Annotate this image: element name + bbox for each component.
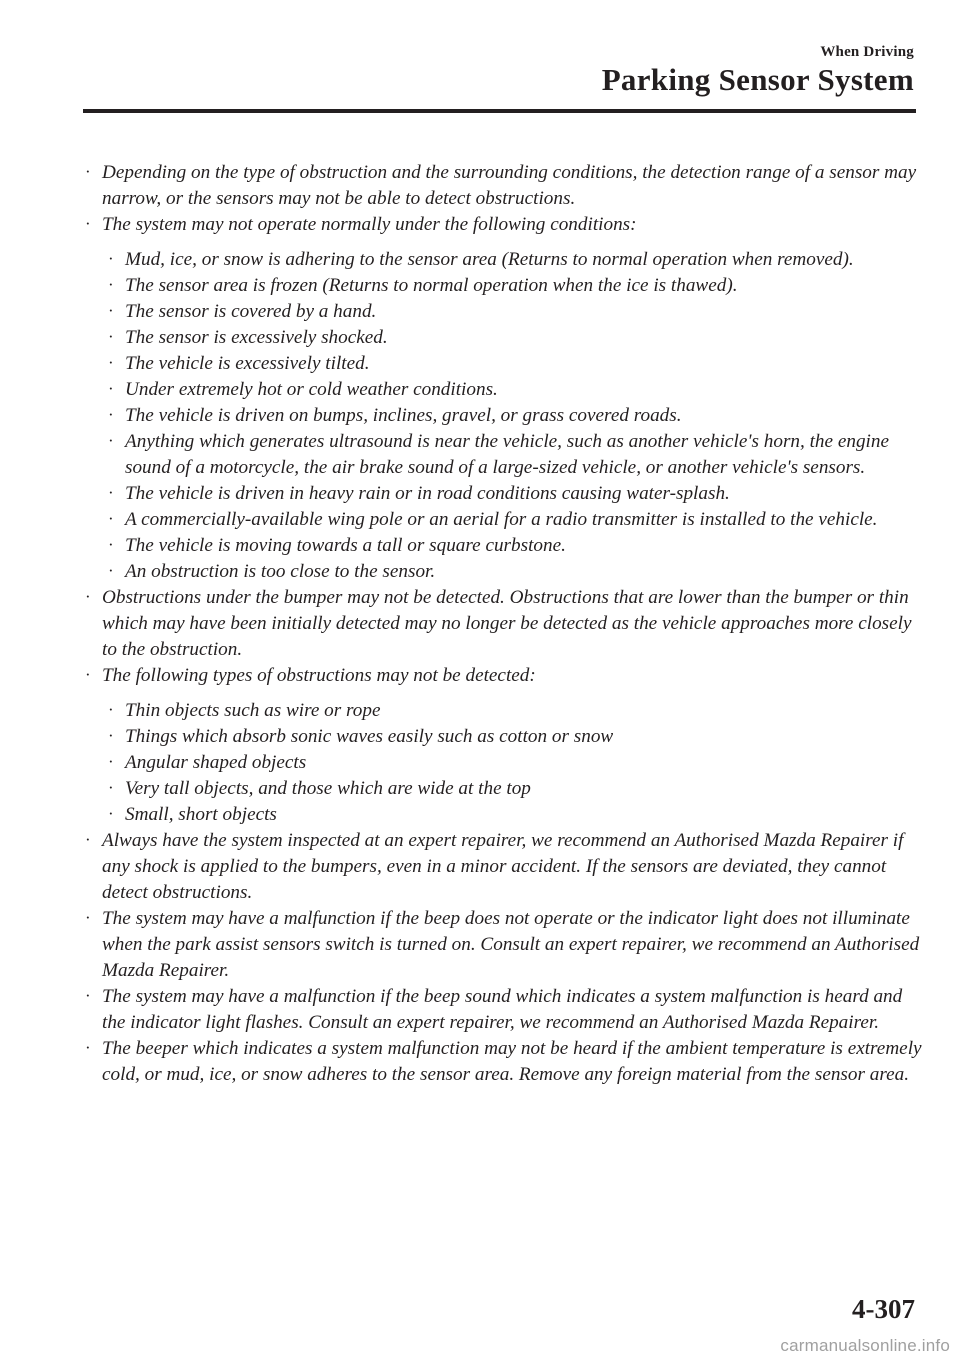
bullet-dot-icon: · (85, 214, 91, 233)
bullet-dot-icon: · (108, 752, 114, 771)
sub-item: · The vehicle is excessively tilted. (83, 351, 923, 377)
sub-item: · The sensor area is frozen (Returns to normal operation when the ice is thawed). (83, 273, 923, 299)
sub-item: · Small, short objects (83, 802, 923, 828)
sub-item: · The sensor is excessively shocked. (83, 325, 923, 351)
sub-item: · The vehicle is driven in heavy rain or in road conditions causing water-splash. (83, 481, 923, 507)
page-title: Parking Sensor System (601, 62, 914, 97)
sub-list (83, 698, 923, 828)
sub-item: · The sensor is covered by a hand. (83, 299, 923, 325)
sub-item: · Mud, ice, or snow is adhering to the sensor area (Returns to normal operation when removed). (83, 247, 923, 273)
bullet-dot-icon: · (108, 535, 114, 554)
bullet-dot-icon: · (85, 587, 91, 606)
bullet-dot-icon: · (108, 249, 114, 268)
section-label: When Driving (820, 44, 914, 60)
bullet-dot-icon: · (108, 778, 114, 797)
bullet-dot-icon: · (108, 301, 114, 320)
bullet-dot-icon: · (108, 379, 114, 398)
bullet-item: · The system may have a malfunction if the beep does not operate or the indicator light does not illuminate when the park assist sensors switch is turned on. Consult an expert repairer, we recommend an Authorised Mazda Repairer. (83, 906, 923, 984)
bullet-dot-icon: · (108, 275, 114, 294)
watermark: carmanualsonline.info (780, 1336, 950, 1355)
header-rule (83, 109, 916, 113)
bullet-dot-icon: · (108, 700, 114, 719)
sub-item: · The vehicle is moving towards a tall or square curbstone. (83, 533, 923, 559)
bullet-item: · The following types of obstructions may not be detected: (83, 663, 923, 689)
sub-item: · Anything which generates ultrasound is near the vehicle, such as another vehicle's horn, the engine sound of a motorcycle, the air brake sound of a large-sized vehicle, or another vehicle's sensors. (83, 429, 923, 481)
bullet-dot-icon: · (85, 162, 91, 181)
sub-item: · The vehicle is driven on bumps, inclines, gravel, or grass covered roads. (83, 403, 923, 429)
sub-item: · Thin objects such as wire or rope (83, 698, 923, 724)
bullet-dot-icon: · (108, 509, 114, 528)
bullet-item: · The system may not operate normally under the following conditions: (83, 212, 923, 238)
sub-item: · A commercially-available wing pole or an aerial for a radio transmitter is installed to the vehicle. (83, 507, 923, 533)
bullet-item: · Depending on the type of obstruction and the surrounding conditions, the detection range of a sensor may narrow, or the sensors may not be able to detect obstructions. (83, 160, 923, 212)
bullet-dot-icon: · (85, 908, 91, 927)
page-number: 4-307 (852, 1294, 915, 1324)
bullet-item: · The beeper which indicates a system malfunction may not be heard if the ambient temperature is extremely cold, or mud, ice, or snow adheres to the sensor area. Remove any foreign material from the sensor area. (83, 1036, 923, 1088)
bullet-dot-icon: · (108, 483, 114, 502)
bullet-dot-icon: · (85, 830, 91, 849)
bullet-dot-icon: · (108, 561, 114, 580)
sub-item: · Under extremely hot or cold weather conditions. (83, 377, 923, 403)
bullet-dot-icon: · (85, 665, 91, 684)
sub-item: · Things which absorb sonic waves easily such as cotton or snow (83, 724, 923, 750)
sub-list (83, 247, 923, 585)
bullet-dot-icon: · (85, 986, 91, 1005)
bullet-dot-icon: · (108, 804, 114, 823)
bullet-dot-icon: · (108, 405, 114, 424)
bullet-dot-icon: · (108, 726, 114, 745)
bullet-dot-icon: · (108, 327, 114, 346)
bullet-dot-icon: · (108, 431, 114, 450)
bullet-list (83, 160, 923, 1088)
bullet-dot-icon: · (85, 1038, 91, 1057)
bullet-item: · Obstructions under the bumper may not be detected. Obstructions that are lower than the bumper or thin which may have been initially detected may no longer be detected as the vehicle approaches more closely to the obstruction. (83, 585, 923, 663)
bullet-dot-icon: · (108, 353, 114, 372)
sub-item: · Very tall objects, and those which are wide at the top (83, 776, 923, 802)
sub-item: · Angular shaped objects (83, 750, 923, 776)
bullet-item: · The system may have a malfunction if the beep sound which indicates a system malfunction is heard and the indicator light flashes. Consult an expert repairer, we recommend an Authorised Mazda Repairer. (83, 984, 923, 1036)
bullet-item: · Always have the system inspected at an expert repairer, we recommend an Authorised Mazda Repairer if any shock is applied to the bumpers, even in a minor accident. If the sensors are deviated, they cannot detect obstructions. (83, 828, 923, 906)
sub-item: · An obstruction is too close to the sensor. (83, 559, 923, 585)
